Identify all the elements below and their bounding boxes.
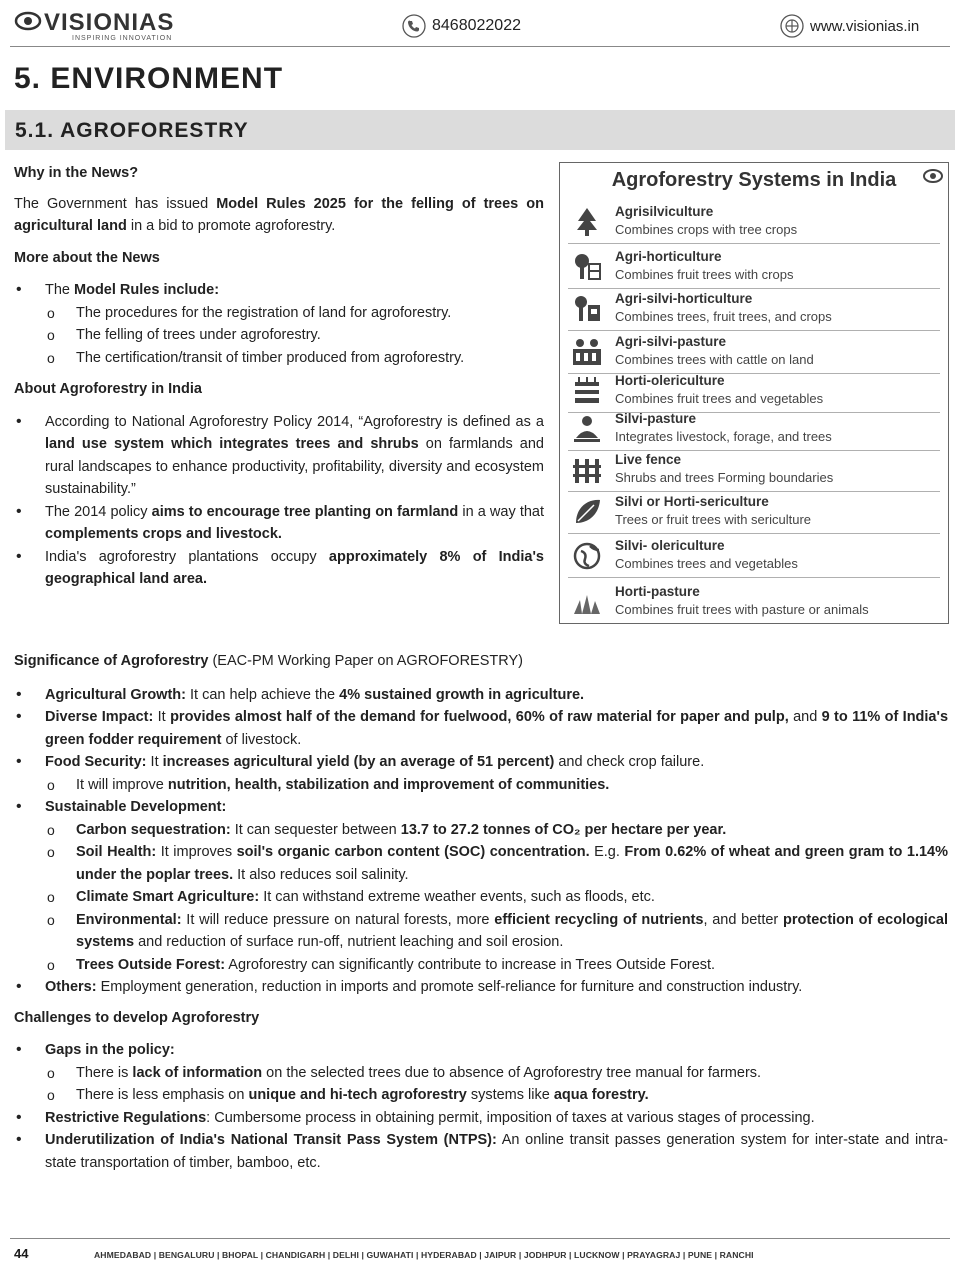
page-number: 44: [14, 1246, 29, 1261]
list-item: • Restrictive Regulations: Cumbersome process in obtaining permit, imposition of taxes at various stages of processing.: [14, 1107, 948, 1130]
list-item: • Others: Employment generation, reduction in imports and promote self-reliance for furniture and construction industry.: [14, 976, 948, 999]
fence-icon: [570, 453, 604, 487]
logo-text: VISIONIAS: [44, 9, 175, 36]
list-item: o The certification/transit of timber produced from agroforestry.: [45, 347, 544, 370]
system-row: [568, 370, 940, 413]
phone-icon: [402, 14, 426, 38]
list-item: [14, 751, 948, 796]
footer-cities: AHMEDABAD | BENGALURU | BHOPAL | CHANDIGARH | DELHI | GUWAHATI | HYDERABAD | JAIPUR | JODHPUR | LUCKNOW | PRAYAGRAJ | PUNE | RANCHI: [94, 1250, 754, 1260]
section-banner: [5, 110, 955, 150]
list-item: • India's agroforestry plantations occupy approximately 8% of India's geographical land area.: [14, 546, 544, 591]
system-name: Agri-horticulture: [615, 249, 722, 264]
about-list: [14, 411, 544, 591]
system-description: Combines trees, fruit trees, and crops: [615, 309, 832, 324]
logo-eye-icon: [14, 10, 44, 32]
box-title: Agroforestry Systems in India: [611, 169, 897, 191]
list-item: o Soil Health: It improves soil's organic carbon content (SOC) concentration. E.g. From 0.62% of wheat and green gram to 1.14% under the poplar trees. It also reduces soil salinity.: [45, 841, 948, 886]
system-row: [568, 581, 940, 623]
agroforestry-systems-box: [559, 162, 949, 624]
gaps-label: Gaps in the policy:: [45, 1042, 175, 1058]
challenges-list: [14, 1039, 948, 1174]
list-item: [14, 796, 948, 976]
system-description: Trees or fruit trees with sericulture: [615, 512, 812, 527]
significance-heading: Significance of Agroforestry: [14, 653, 209, 669]
system-description: Combines trees with cattle on land: [615, 352, 814, 367]
leaf-icon: [570, 495, 604, 529]
website-link[interactable]: [780, 14, 950, 40]
globe-icon: [570, 539, 604, 573]
system-row: [568, 408, 940, 451]
fruit-tree-icon: [570, 250, 604, 284]
list-item: [14, 1039, 948, 1107]
globe-icon: [780, 14, 804, 38]
list-item: o The procedures for the registration of land for agroforestry.: [45, 302, 544, 325]
livestock-icon: [570, 412, 604, 446]
footer-divider: [10, 1238, 950, 1239]
rules-sublist: [45, 302, 544, 370]
section-title: 5.1. AGROFORESTRY: [15, 119, 249, 142]
about-heading: About Agroforestry in India: [14, 381, 202, 397]
system-name: Silvi or Horti-sericulture: [615, 494, 769, 509]
system-description: Integrates livestock, forage, and trees: [615, 429, 832, 444]
significance-section: [14, 650, 948, 1174]
system-name: Live fence: [615, 452, 682, 467]
farm-icon: [570, 292, 604, 326]
system-description: Combines fruit trees with crops: [615, 267, 794, 282]
rules-list: [14, 279, 544, 369]
system-row: [568, 331, 940, 374]
why-heading: Why in the News?: [14, 165, 139, 181]
system-name: Horti-pasture: [615, 584, 700, 599]
list-item: • Diverse Impact: It provides almost half of the demand for fuelwood, 60% of raw material for paper and pulp, and 9 to 11% of India's green fodder requirement of livestock.: [14, 706, 948, 751]
more-heading: More about the News: [14, 249, 160, 266]
list-item: [14, 279, 544, 369]
system-description: Combines fruit trees with pasture or animals: [615, 602, 869, 617]
list-item: o There is less emphasis on unique and hi-tech agroforestry systems like aqua forestry.: [45, 1084, 948, 1107]
list-item: o Climate Smart Agriculture: It can withstand extreme weather events, such as floods, etc.: [45, 886, 948, 909]
list-item: o The felling of trees under agroforestry.: [45, 324, 544, 347]
list-item: o It will improve nutrition, health, stabilization and improvement of communities.: [45, 774, 948, 797]
list-item: • The 2014 policy aims to encourage tree planting on farmland in a way that complements crops and livestock.: [14, 501, 544, 546]
system-name: Agri-silvi-horticulture: [615, 291, 753, 306]
page-header: [0, 0, 960, 50]
why-text: The Government has issued Model Rules 2025 for the felling of trees on agricultural land in a bid to promote agroforestry.: [14, 195, 544, 234]
list-item: • Underutilization of India's National Transit Pass System (NTPS): An online transit passes generation system for inter-state and intra-state transportation of timber, bamboo, etc.: [14, 1129, 948, 1174]
system-row: [568, 288, 940, 331]
significance-heading-line: [14, 650, 948, 673]
significance-list: [14, 684, 948, 999]
system-row: [568, 201, 940, 244]
list-item: o There is lack of information on the selected trees due to absence of Agroforestry tree manual for farmers.: [45, 1062, 948, 1085]
list-item: • Agricultural Growth: It can help achieve the 4% sustained growth in agriculture.: [14, 684, 948, 707]
grass-icon: [570, 585, 604, 619]
system-row: [568, 535, 940, 578]
significance-source: (EAC-PM Working Paper on AGROFORESTRY): [208, 653, 523, 669]
system-row: [568, 449, 940, 492]
header-divider: [10, 46, 950, 47]
system-description: Combines trees and vegetables: [615, 556, 798, 571]
vegetable-icon: [570, 374, 604, 408]
system-name: Horti-olericulture: [615, 373, 725, 388]
food-sublist: [45, 774, 948, 797]
phone-number: 8468022022: [432, 17, 521, 34]
system-row: [568, 246, 940, 289]
logo-tagline: INSPIRING INNOVATION: [72, 35, 173, 42]
list-item: • According to National Agroforestry Policy 2014, “Agroforestry is defined as a land use system which integrates trees and shrubs on farmlands and rural landscapes to enhance productivity, profitability, diversity and ecosystem sustainability.”: [14, 411, 544, 501]
system-name: Agrisilviculture: [615, 204, 714, 219]
gaps-sublist: [45, 1062, 948, 1107]
tree-icon: [570, 205, 604, 239]
visionias-logo: [14, 6, 194, 42]
food-security-text: Food Security: It increases agricultural yield (by an average of 51 percent) and check crop failure.: [45, 754, 705, 770]
challenges-heading: Challenges to develop Agroforestry: [14, 1009, 260, 1026]
list-item: o Environmental: It will reduce pressure on natural forests, more efficient recycling of nutrients, and better protection of ecological systems and reduction of surface run-off, nutrient leaching and soil erosion.: [45, 909, 948, 954]
sustainable-sublist: [45, 819, 948, 977]
system-description: Combines crops with tree crops: [615, 222, 798, 237]
rules-intro: The Model Rules include:: [45, 282, 220, 298]
system-description: Combines fruit trees and vegetables: [615, 391, 824, 406]
left-column: [14, 162, 544, 591]
list-item: o Trees Outside Forest: Agroforestry can significantly contribute to increase in Trees Outside Forest.: [45, 954, 948, 977]
list-item: o Carbon sequestration: It can sequester between 13.7 to 27.2 tonnes of CO₂ per hectare per year.: [45, 819, 948, 842]
system-description: Shrubs and trees Forming boundaries: [615, 470, 834, 485]
chapter-title: 5. ENVIRONMENT: [14, 62, 284, 95]
pasture-icon: [570, 335, 604, 369]
sustainable-label: Sustainable Development:: [45, 799, 227, 815]
system-name: Agri-silvi-pasture: [615, 334, 727, 349]
website-url: www.visionias.in: [810, 18, 920, 35]
system-name: Silvi- olericulture: [615, 538, 725, 553]
logo-eye-icon: [922, 165, 944, 187]
system-row: [568, 491, 940, 534]
system-name: Silvi-pasture: [615, 411, 697, 426]
